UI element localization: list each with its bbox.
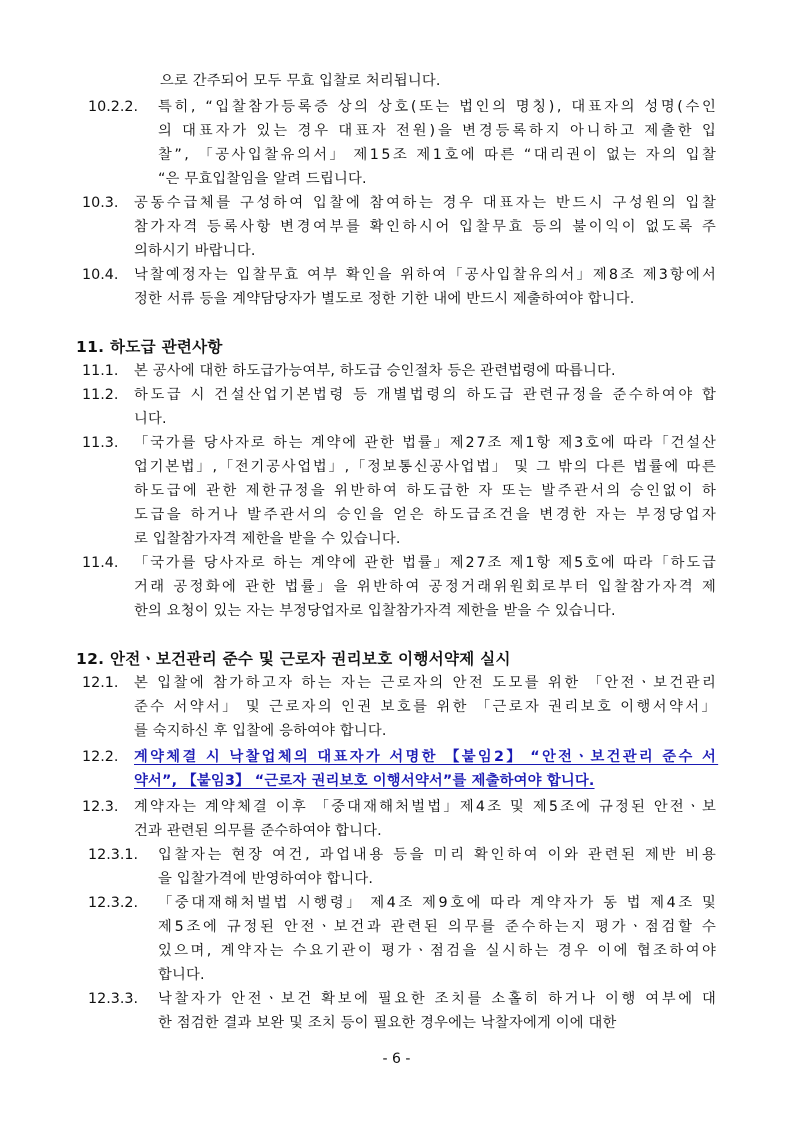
clause-text-line: 로 입찰참가자격 제한을 받을 수 있습니다.	[134, 531, 401, 547]
clause-text-line: 의하시기 바랍니다.	[134, 243, 256, 259]
clause-text-line: 있으며, 계약자는 수요기관이 평가ㆍ점검을 실시하는 경우 이에 협조하여야	[158, 943, 719, 959]
clause-text-line: 계약자는 계약체결 이후 「중대재해처벌법」제4조 및 제5조에 규정된 안전ㆍ보	[134, 799, 719, 815]
clause-number: 10.2.2.	[88, 99, 139, 115]
clause-text-line: 본 입찰에 참가하고자 하는 자는 근로자의 안전 도모를 위한 「안전ㆍ보건관리	[134, 675, 719, 691]
clause-text-line: 본 공사에 대한 하도급가능여부, 하도급 승인절차 등은 관련법령에 따릅니다.	[134, 363, 616, 379]
clause-text-line: 하도급에 관한 제한규정을 위반하여 하도급한 자 또는 발주관서의 승인없이 하	[134, 483, 719, 499]
clause-text-line: 거래 공정화에 관한 법률」을 위반하여 공정거래위원회로부터 입찰참가자격 제	[134, 579, 719, 595]
clause-text-line: 「중대재해처벌법 시행령」 제4조 제9호에 따라 계약자가 동 법 제4조 및	[158, 895, 719, 911]
clause-text-line: 찰”, 「공사입찰유의서」 제15조 제1호에 따른 “대리권이 없는 자의 입찰	[158, 147, 719, 163]
clause-text-line: 「국가를 당사자로 하는 계약에 관한 법률」제27조 제1항 제3호에 따라「건설산	[134, 435, 718, 451]
section-heading: 12. 안전ㆍ보건관리 준수 및 근로자 권리보호 이행서약제 실시	[76, 650, 511, 668]
clause-text-line: 를 숙지하신 후 입찰에 응하여야 합니다.	[134, 723, 387, 739]
clause-number: 12.2.	[82, 749, 119, 765]
clause-text-line: 한 점검한 결과 보완 및 조치 등이 필요한 경우에는 낙찰자에게 이에 대한	[158, 1015, 617, 1031]
clause-text-line: 도급을 하거나 발주관서의 승인을 얻은 하도급조건을 변경한 자는 부정당업자	[134, 507, 719, 523]
clause-text-line: 「국가를 당사자로 하는 계약에 관한 법률」제27조 제1항 제5호에 따라「하도급	[134, 555, 718, 571]
clause-number: 12.3.1.	[88, 847, 139, 863]
clause-text-line: 합니다.	[158, 967, 205, 983]
clause-text-line: 낙찰자가 안전ㆍ보건 확보에 필요한 조치를 소홀히 하거나 이행 여부에 대	[158, 991, 719, 1007]
clause-number: 12.3.3.	[88, 991, 139, 1007]
page-number: - 6 -	[382, 1051, 411, 1067]
clause-text-line: 의 대표자가 있는 경우 대표자 전원)을 변경등록하지 아니하고 제출한 입	[158, 123, 719, 139]
clause-number: 10.4.	[82, 267, 119, 283]
clause-text-line: 제5조에 규정된 안전ㆍ보건과 관련된 의무를 준수하는지 평가ㆍ점검할 수	[158, 919, 719, 935]
clause-number: 11.2.	[82, 387, 119, 403]
clause-text-line: 특히, “입찰참가등록증 상의 상호(또는 법인의 명칭), 대표자의 성명(수인	[158, 99, 719, 115]
clause-number: 11.1.	[82, 363, 119, 379]
clause-text-line: 한의 요청이 있는 자는 부정당업자로 입찰참가자격 제한을 받을 수 있습니다.	[134, 603, 616, 619]
clause-number: 11.4.	[82, 555, 119, 571]
emphasized-clause-line: 약서”, 【붙임3】 “근로자 권리보호 이행서약서”를 제출하여야 합니다.	[134, 773, 595, 789]
clause-text-line: 으로 간주되어 모두 무효 입찰로 처리됩니다.	[160, 73, 441, 89]
clause-text-line: “은 무효입찰임을 알려 드립니다.	[158, 171, 367, 187]
clause-text-line: 참가자격 등록사항 변경여부를 확인하시어 입찰무효 등의 불이익이 없도록 주	[134, 219, 719, 235]
clause-number: 11.3.	[82, 435, 119, 451]
clause-text-line: 공동수급체를 구성하여 입찰에 참여하는 경우 대표자는 반드시 구성원의 입찰	[134, 195, 719, 211]
clause-text-line: 입찰자는 현장 여건, 과업내용 등을 미리 확인하여 이와 관련된 제반 비용	[158, 847, 719, 863]
clause-text-line: 건과 관련된 의무를 준수하여야 합니다.	[134, 823, 382, 839]
clause-number: 12.3.2.	[88, 895, 139, 911]
clause-number: 12.1.	[82, 675, 119, 691]
clause-text-line: 낙찰예정자는 입찰무효 여부 확인을 위하여「공사입찰유의서」제8조 제3항에서	[134, 267, 718, 283]
clause-text-line: 준수 서약서」 및 근로자의 인권 보호를 위한 「근로자 권리보호 이행서약서」	[134, 699, 719, 715]
clause-number: 12.3.	[82, 799, 119, 815]
emphasized-clause-line: 계약체결 시 낙찰업체의 대표자가 서명한 【붙임2】 “안전ㆍ보건관리 준수 서	[134, 749, 719, 765]
clause-text-line: 니다.	[134, 411, 167, 427]
clause-text-line: 정한 서류 등을 계약담당자가 별도로 정한 기한 내에 반드시 제출하여야 합니다.	[134, 291, 635, 307]
clause-text-line: 하도급 시 건설산업기본법령 등 개별법령의 하도급 관련규정을 준수하여야 합	[134, 387, 719, 403]
clause-text-line: 을 입찰가격에 반영하여야 합니다.	[158, 871, 374, 887]
section-heading: 11. 하도급 관련사항	[76, 338, 223, 356]
clause-text-line: 업기본법」,「전기공사업법」,「정보통신공사업법」 및 그 밖의 다른 법률에 따른	[134, 459, 718, 475]
clause-number: 10.3.	[82, 195, 119, 211]
